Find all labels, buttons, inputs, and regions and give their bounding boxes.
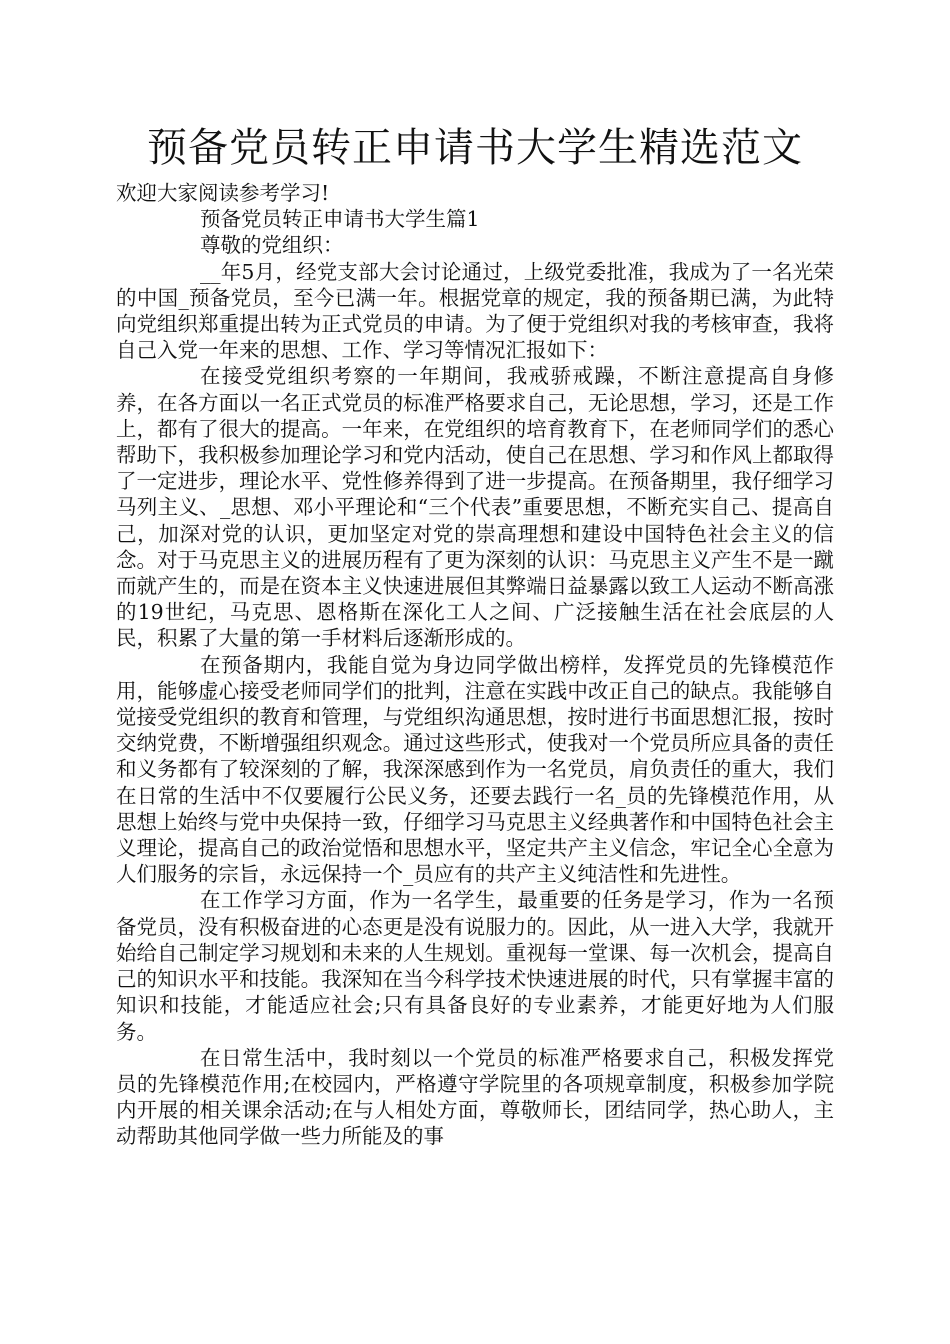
body-paragraph: 在工作学习方面，作为一名学生，最重要的任务是学习，作为一名预备党员，没有积极奋进的心态更是没有说服力的。因此，从一进入大学，我就开始给自己制定学习规划和未来的人生规划。重视每一堂课、每一次机会，提高自己的知识水平和技能。我深知在当今科学技术快速进展的时代，只有掌握丰富的知识和技能，才能适应社会;只有具备良好的专业素养，才能更好地为人们服务。 [116,888,834,1044]
section-heading: 预备党员转正申请书大学生篇1 [200,207,480,232]
body-paragraph: 在日常生活中，我时刻以一个党员的标准严格要求自己，积极发挥党员的先锋模范作用;在校园内，严格遵守学院里的各项规章制度，积极参加学院内开展的相关课余活动;在与人相处方面，尊敬师长，团结同学，热心助人，主动帮助其他同学做一些力所能及的事 [116,1045,834,1149]
body-paragraph: 在预备期内，我能自觉为身边同学做出榜样，发挥党员的先锋模范作用，能够虚心接受老师同学们的批判，注意在实践中改正自己的缺点。我能够自觉接受党组织的教育和管理，与党组织沟通思想，按时进行书面思想汇报，按时交纳党费，不断增强组织观念。通过这些形式，使我对一个党员所应具备的责任和义务都有了较深刻的了解，我深深感到作为一名党员，肩负责任的重大，我们在日常的生活中不仅要履行公民义务，还要去践行一名_员的先锋模范作用，从思想上始终与党中央保持一致，仔细学习马克思主义经典著作和中国特色社会主义理论，提高自己的政治觉悟和思想水平，坚定共产主义信念，牢记全心全意为人们服务的宗旨，永远保持一个_员应有的共产主义纯洁性和先进性。 [116,652,834,887]
document-title: 预备党员转正申请书大学生精选范文 [147,125,803,171]
intro-line: 欢迎大家阅读参考学习! [116,181,330,205]
document-page [116,120,834,1150]
body-paragraph: 在接受党组织考察的一年期间，我戒骄戒躁，不断注意提高自身修养，在各方面以一名正式党员的标准严格要求自己，无论思想，学习，还是工作上，都有了很大的提高。一年来，在党组织的培育教育下，在老师同学们的悉心帮助下，我积极参加理论学习和党内活动，使自己在思想、学习和作风上都取得了一定进步，理论水平、党性修养得到了进一步提高。在预备期里，我仔细学习马列主义、_思想、邓小平理论和“三个代表”重要思想，不断充实自己、提高自己，加深对党的认识，更加坚定对党的崇高理想和建设中国特色社会主义的信念。对于马克思主义的进展历程有了更为深刻的认识：马克思主义产生不是一蹴而就产生的，而是在资本主义快速进展但其弊端日益暴露以致工人运动不断高涨的19世纪，马克思、恩格斯在深化工人之间、广泛接触生活在社会底层的人民，积累了大量的第一手材料后逐渐形成的。 [116,364,834,651]
body-paragraph: __年5月，经党支部大会讨论通过，上级党委批准，我成为了一名光荣的中国_预备党员，至今已满一年。根据党章的规定，我的预备期已满，为此特向党组织郑重提出转为正式党员的申请。为了便于党组织对我的考核审查，我将自己入党一年来的思想、工作、学习等情况汇报如下： [116,259,834,363]
salutation: 尊敬的党组织： [200,233,344,258]
